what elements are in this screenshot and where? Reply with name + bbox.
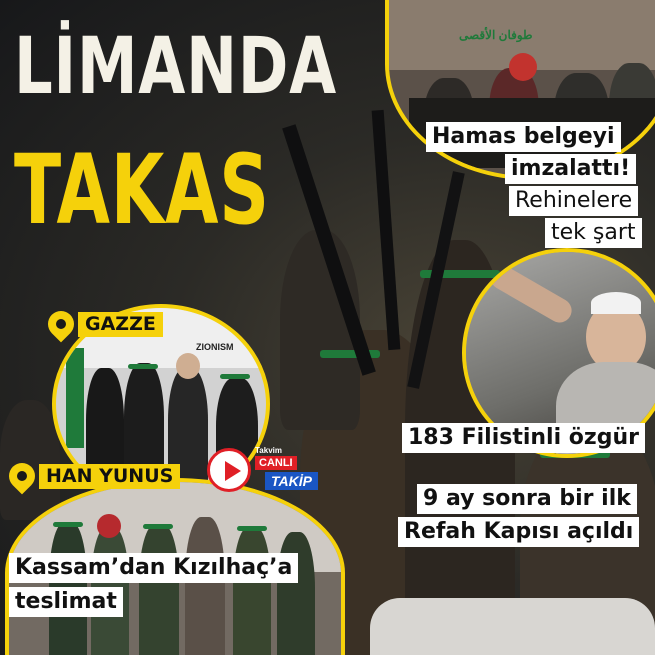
map-pin-icon xyxy=(43,306,80,343)
live-brand-label: Takvim xyxy=(255,446,282,455)
caption-kassam: Kassam’dan Kızılhaç’a xyxy=(9,553,298,583)
gazze-banner-text: ZIONISM xyxy=(196,342,234,352)
live-follow-badge[interactable] xyxy=(207,446,327,492)
caption-imzalatti: imzalattı! xyxy=(505,154,636,184)
location-gazze-label: GAZZE xyxy=(78,312,163,337)
headline-line1: LİMANDA xyxy=(14,22,338,112)
photo-circle-hamas-ceremony xyxy=(385,0,655,180)
caption-hamas-belgeyi: Hamas belgeyi xyxy=(426,122,621,152)
caption-rehinelere: Rehinelere xyxy=(509,186,638,216)
location-han-yunus-label: HAN YUNUS xyxy=(39,464,180,489)
headline-line2: TAKAS xyxy=(14,134,270,246)
live-canli-label: CANLI xyxy=(255,456,297,470)
caption-refah-kapisi: Refah Kapısı açıldı xyxy=(398,517,639,547)
caption-9-ay-sonra: 9 ay sonra bir ilk xyxy=(417,484,637,514)
caption-teslimat: teslimat xyxy=(9,587,123,617)
location-tag-han-yunus xyxy=(9,463,180,489)
location-tag-gazze xyxy=(48,311,163,337)
caption-tek-sart: tek şart xyxy=(545,218,642,248)
map-pin-icon xyxy=(4,458,41,495)
play-icon[interactable] xyxy=(207,448,251,492)
live-takip-label: TAKİP xyxy=(265,472,318,490)
caption-183-filistinli: 183 Filistinli özgür xyxy=(402,423,645,453)
banner-arabic-text: طوفان الأقصى xyxy=(459,28,533,42)
